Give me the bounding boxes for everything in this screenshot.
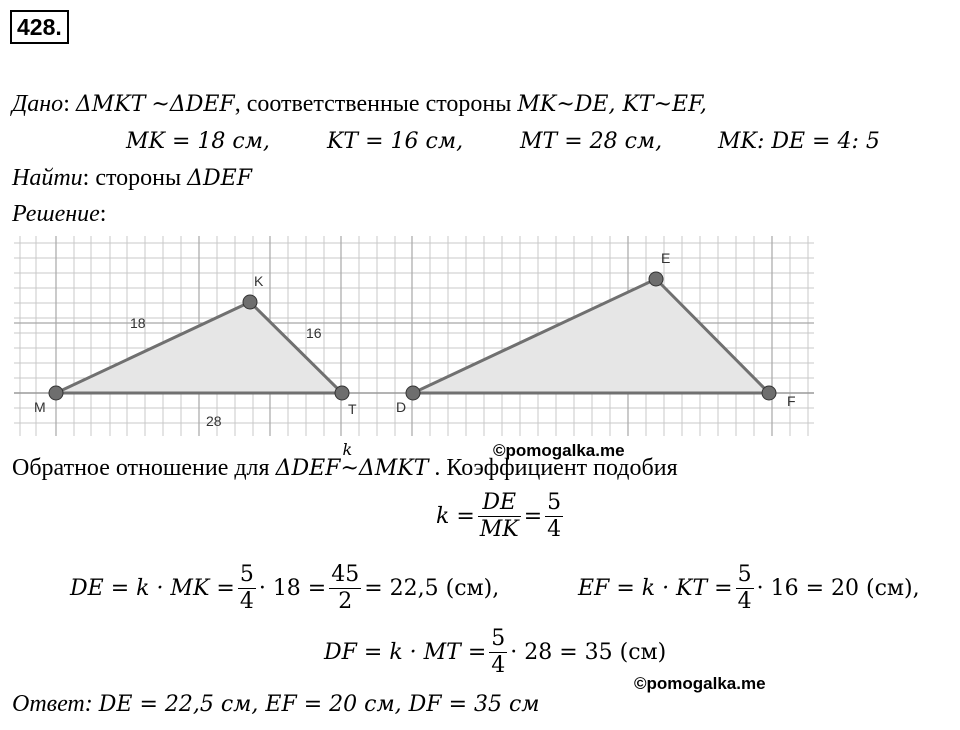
label-d: D bbox=[396, 399, 407, 415]
inverse-text2: . Коэффициент подобия bbox=[434, 455, 678, 481]
watermark-top: ©pomogalka.me bbox=[493, 441, 625, 460]
given-sim: ~ bbox=[151, 92, 170, 117]
df-lhs: DF = k · MT = bbox=[324, 640, 487, 665]
given-mt: MT = 28 см, bbox=[520, 129, 663, 154]
label-f: F bbox=[787, 393, 796, 409]
similarity-coefficient: k bbox=[342, 440, 353, 459]
inverse-tri2: ΔMKT bbox=[358, 456, 429, 481]
k-lhs: k = bbox=[436, 504, 475, 529]
label-m: M bbox=[34, 399, 46, 415]
task-number: 428. bbox=[10, 10, 69, 44]
solution-line: Решение: bbox=[12, 201, 107, 227]
k-eq-sign: = bbox=[523, 504, 543, 529]
given-corresponding: MK~DE, KT~EF, bbox=[517, 92, 707, 117]
ef-equation bbox=[578, 562, 920, 615]
side-label-kt: 16 bbox=[306, 325, 322, 341]
label-t: T bbox=[348, 401, 357, 417]
label-e: E bbox=[661, 250, 671, 266]
point-m bbox=[49, 386, 63, 400]
label-k: K bbox=[254, 273, 264, 289]
fraction-5-4: $\frac{5}{4}$ bbox=[547, 490, 562, 542]
de-fraction-45-2: $\frac{45}{2}$ bbox=[331, 562, 360, 614]
point-f bbox=[762, 386, 776, 400]
de-equation bbox=[70, 562, 499, 615]
given-ratio: MK: DE = 4: 5 bbox=[718, 129, 880, 154]
solution-label: Решение bbox=[12, 201, 100, 227]
inverse-text: Обратное отношение для bbox=[12, 455, 270, 481]
ef-lhs: EF = k · KT = bbox=[578, 576, 733, 601]
de-fraction-5-4: $\frac{5}{4}$ bbox=[239, 562, 254, 614]
given-tri1: ΔMKT bbox=[75, 92, 146, 117]
de-result: = 22,5 (см), bbox=[364, 576, 500, 601]
find-text: : стороны bbox=[82, 165, 182, 191]
inverse-sim: ~ bbox=[340, 456, 359, 481]
given-line: Дано: ΔMKT ~ΔDEF, соответственные стороны MK~DE, KT~EF, bbox=[12, 91, 707, 117]
de-mid: · 18 = bbox=[258, 576, 327, 601]
answer-label: Ответ: bbox=[12, 691, 93, 717]
answer-line bbox=[12, 690, 540, 719]
ef-result: · 16 = 20 (см), bbox=[756, 576, 920, 601]
triangles-figure bbox=[14, 236, 814, 436]
given-kt: KT = 16 см, bbox=[327, 129, 464, 154]
ef-fraction-5-4: $\frac{5}{4}$ bbox=[737, 562, 752, 614]
given-mk: MK = 18 см, bbox=[126, 129, 270, 154]
point-d bbox=[406, 386, 420, 400]
inverse-tri1: ΔDEF bbox=[275, 456, 341, 481]
given-tri2: ΔDEF bbox=[169, 92, 235, 117]
answer-text: DE = 22,5 см, EF = 20 см, DF = 35 см bbox=[98, 692, 540, 717]
fraction-de-mk: $\frac{DE}{MK}$ bbox=[479, 490, 519, 542]
point-k bbox=[243, 295, 257, 309]
find-line bbox=[12, 164, 252, 193]
find-tri: ΔDEF bbox=[187, 166, 252, 191]
df-fraction-5-4: $\frac{5}{4}$ bbox=[491, 626, 506, 678]
df-result: · 28 = 35 (см) bbox=[510, 640, 667, 665]
point-e bbox=[649, 272, 663, 286]
given-label: Дано bbox=[12, 91, 64, 117]
point-t bbox=[335, 386, 349, 400]
given-text: , соответственные стороны bbox=[234, 91, 512, 117]
df-equation bbox=[324, 626, 666, 679]
side-label-mt: 28 bbox=[206, 413, 222, 429]
side-label-mk: 18 bbox=[130, 315, 146, 331]
de-lhs: DE = k · MK = bbox=[70, 576, 235, 601]
find-label: Найти bbox=[12, 165, 83, 191]
k-equation bbox=[436, 490, 566, 543]
watermark-bottom: ©pomogalka.me bbox=[634, 674, 766, 693]
